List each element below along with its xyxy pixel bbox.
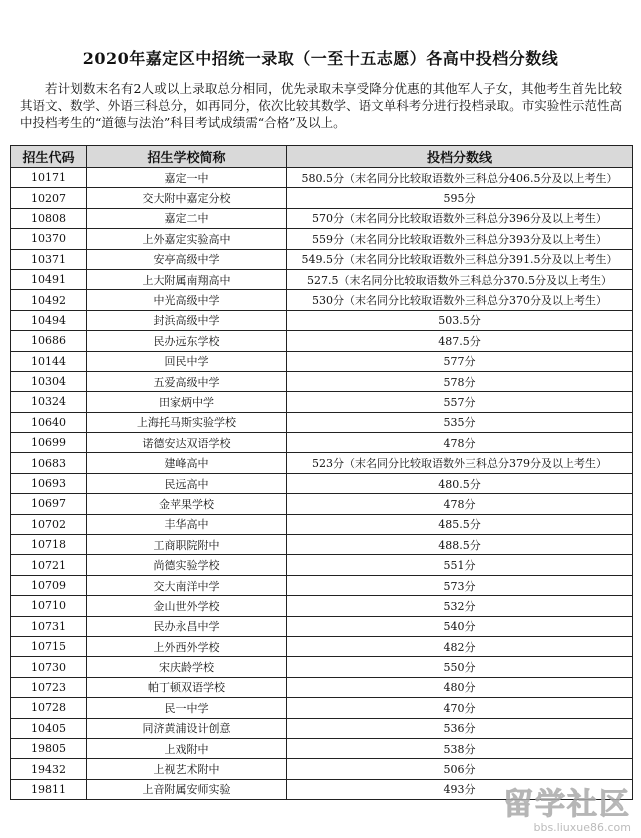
table-row [11,698,633,718]
cell-school: 民办远东学校 [87,331,287,351]
header-score: 投档分数线 [287,146,633,168]
cell-code: 10371 [11,249,87,269]
cell-school: 宋庆龄学校 [87,657,287,677]
cell-score: 573分 [287,575,633,595]
cell-score: 538分 [287,738,633,758]
table-row [11,759,633,779]
cell-score: 577分 [287,351,633,371]
table-row [11,188,633,208]
table-row [11,269,633,289]
cell-score: 485.5分 [287,514,633,534]
cell-school: 上戏附中 [87,738,287,758]
table-row [11,249,633,269]
table-row [11,331,633,351]
cell-school: 五爱高级中学 [87,371,287,391]
cell-code: 10370 [11,229,87,249]
table-row [11,412,633,432]
cell-code: 10491 [11,269,87,289]
watermark-url: bbs.liuxue86.com [533,821,631,834]
cell-code: 19432 [11,759,87,779]
cell-school: 金苹果学校 [87,494,287,514]
cell-code: 10207 [11,188,87,208]
table-body [11,168,633,800]
cell-school: 交大南洋中学 [87,575,287,595]
table-row [11,657,633,677]
cell-score: 470分 [287,698,633,718]
table-row [11,208,633,228]
table-row [11,738,633,758]
cell-code: 10686 [11,331,87,351]
table-row [11,677,633,697]
table-row [11,535,633,555]
cell-school: 嘉定二中 [87,208,287,228]
cell-score: 549.5分（末名同分比较取语数外三科总分391.5分及以上考生） [287,249,633,269]
cell-score: 478分 [287,433,633,453]
table-header-row [11,146,633,168]
cell-code: 10728 [11,698,87,718]
watermark-brand: 留学社区 [503,787,631,822]
cell-score: 551分 [287,555,633,575]
header-school: 招生学校简称 [87,146,287,168]
cell-code: 19811 [11,779,87,799]
table-row [11,494,633,514]
cell-score: 595分 [287,188,633,208]
cell-school: 建峰高中 [87,453,287,473]
cell-school: 回民中学 [87,351,287,371]
cell-score: 493分 [287,779,633,799]
table-row [11,514,633,534]
table-row [11,718,633,738]
cell-code: 10693 [11,473,87,493]
cell-code: 10721 [11,555,87,575]
cell-code: 10640 [11,412,87,432]
cell-school: 上大附属南翔高中 [87,269,287,289]
cell-code: 10171 [11,168,87,188]
cell-code: 10492 [11,290,87,310]
cell-score: 487.5分 [287,331,633,351]
cell-score: 503.5分 [287,310,633,330]
table-row [11,371,633,391]
cell-school: 中光高级中学 [87,290,287,310]
cell-score: 570分（末名同分比较取语数外三科总分396分及以上考生） [287,208,633,228]
cell-score: 535分 [287,412,633,432]
cell-school: 工商职院附中 [87,535,287,555]
cell-code: 10697 [11,494,87,514]
cell-code: 10730 [11,657,87,677]
cell-code: 10324 [11,392,87,412]
table-row [11,310,633,330]
table-row [11,168,633,188]
table-row [11,575,633,595]
cell-code: 10709 [11,575,87,595]
cell-score: 480分 [287,677,633,697]
cell-score: 540分 [287,616,633,636]
cell-score: 482分 [287,636,633,656]
cell-school: 金山世外学校 [87,596,287,616]
cell-school: 安亭高级中学 [87,249,287,269]
cell-score: 480.5分 [287,473,633,493]
cell-school: 嘉定一中 [87,168,287,188]
table-row [11,636,633,656]
cell-score: 578分 [287,371,633,391]
cell-code: 10683 [11,453,87,473]
cell-school: 上外嘉定实验高中 [87,229,287,249]
cell-score: 478分 [287,494,633,514]
cell-school: 封浜高级中学 [87,310,287,330]
cell-code: 19805 [11,738,87,758]
cell-school: 同济黄浦设计创意 [87,718,287,738]
cell-school: 上外西外学校 [87,636,287,656]
cell-school: 上音附属安师实验 [87,779,287,799]
cell-score: 557分 [287,392,633,412]
table-row [11,453,633,473]
cell-code: 10702 [11,514,87,534]
cell-school: 尚德实验学校 [87,555,287,575]
cell-score: 506分 [287,759,633,779]
cell-score: 527.5（末名同分比较取语数外三科总分370.5分及以上考生） [287,269,633,289]
cell-score: 532分 [287,596,633,616]
cell-school: 民一中学 [87,698,287,718]
cell-code: 10699 [11,433,87,453]
table-row [11,229,633,249]
cell-code: 10718 [11,535,87,555]
cell-code: 10405 [11,718,87,738]
table-row [11,596,633,616]
cell-school: 诺德安达双语学校 [87,433,287,453]
cell-code: 10723 [11,677,87,697]
page-title: 2020年嘉定区中招统一录取（一至十五志愿）各高中投档分数线 [82,49,559,68]
table-row [11,433,633,453]
cell-code: 10494 [11,310,87,330]
table-row [11,616,633,636]
cell-school: 民办永昌中学 [87,616,287,636]
cell-score: 523分（末名同分比较取语数外三科总分379分及以上考生） [287,453,633,473]
cell-school: 上视艺术附中 [87,759,287,779]
cell-school: 上海托马斯实验学校 [87,412,287,432]
intro-paragraph: 若计划数末名有2人或以上录取总分相同，优先录取未享受降分优惠的其他军人子女，其他考生首先比较其语文、数学、外语三科总分，如再同分，依次比较其数学、语文单科考分进行投档录取。市实验性示范性高中投档考生的“道德与法治”科目考试成绩需“合格”及以上。 [20,81,622,130]
cell-code: 10715 [11,636,87,656]
cell-school: 帕丁顿双语学校 [87,677,287,697]
cell-score: 530分（末名同分比较取语数外三科总分370分及以上考生） [287,290,633,310]
header-code: 招生代码 [11,146,87,168]
cell-code: 10144 [11,351,87,371]
cell-school: 田家炳中学 [87,392,287,412]
cell-score: 536分 [287,718,633,738]
cell-score: 488.5分 [287,535,633,555]
cell-score: 550分 [287,657,633,677]
cell-code: 10710 [11,596,87,616]
table-row [11,473,633,493]
table-row [11,290,633,310]
table-row [11,392,633,412]
cell-code: 10731 [11,616,87,636]
cell-school: 民远高中 [87,473,287,493]
cell-code: 10304 [11,371,87,391]
table-row [11,555,633,575]
cell-score: 559分（末名同分比较取语数外三科总分393分及以上考生） [287,229,633,249]
watermark-logo [503,788,631,834]
cell-score: 580.5分（末名同分比较取语数外三科总分406.5分及以上考生） [287,168,633,188]
cell-code: 10808 [11,208,87,228]
table-row [11,351,633,371]
score-table [10,145,633,800]
cell-school: 交大附中嘉定分校 [87,188,287,208]
cell-school: 丰华高中 [87,514,287,534]
